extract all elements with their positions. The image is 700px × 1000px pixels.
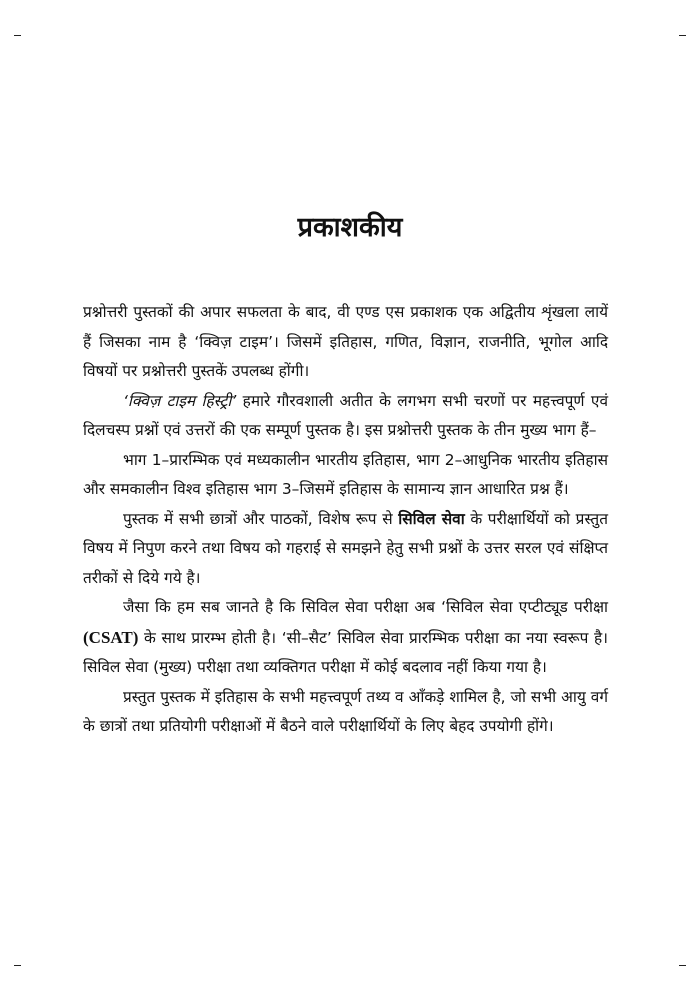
paragraph-purpose-before: पुस्तक में सभी छात्रों और पाठकों, विशेष रूप से bbox=[123, 509, 399, 528]
csat-abbreviation: (CSAT) bbox=[83, 627, 139, 647]
page-title: प्रकाशकीय bbox=[297, 212, 403, 243]
paragraph-csat-after: के साथ प्रारम्भ होती है। ‘सी–सैट’ सिविल सेवा प्रारम्भिक परीक्षा का नया स्वरूप है। सिविल सेवा (मुख्य) परीक्षा तथा व्यक्तिगत परीक्षा में कोई बदलाव नहीं किया गया है। bbox=[83, 628, 608, 676]
crop-mark-top-right bbox=[679, 35, 686, 36]
crop-mark-bottom-right bbox=[679, 965, 686, 966]
paragraph-purpose-after: के परीक्षार्थियों को प्रस्तुत विषय में निपुण करने तथा विषय को गहराई से समझने हेतु सभी प्रश्नों के उत्तर सरल एवं संक्षिप्त तरीकों से दिये गये है। bbox=[83, 509, 608, 587]
civil-services-emphasis: सिविल सेवा bbox=[398, 509, 465, 528]
paragraph-csat-before: जैसा कि हम सब जानते है कि सिविल सेवा परीक्षा अब ‘सिविल सेवा एप्टीट्यूड परीक्षा bbox=[123, 598, 608, 616]
paragraph-closing: प्रस्तुत पुस्तक में इतिहास के सभी महत्त्वपूर्ण तथ्य व आँकड़े शामिल है, जो सभी आयु वर्ग के छात्रों तथा प्रतियोगी परीक्षाओं में बैठने वाले परीक्षार्थियों के लिए बेहद उपयोगी होंगे। bbox=[83, 687, 608, 735]
paragraph-csat bbox=[83, 593, 608, 683]
paragraph-purpose bbox=[83, 505, 608, 594]
crop-mark-top-left bbox=[14, 35, 21, 36]
crop-mark-bottom-left bbox=[14, 965, 21, 966]
paragraph-book-description bbox=[83, 387, 608, 446]
document-body bbox=[83, 298, 608, 742]
book-name: ‘क्विज़ टाइम हिस्ट्री’ bbox=[123, 391, 237, 410]
paragraph-parts: भाग 1–प्रारम्भिक एवं मध्यकालीन भारतीय इतिहास, भाग 2–आधुनिक भारतीय इतिहास और समकालीन विश्व इतिहास भाग 3–जिसमें इतिहास के सामान्य ज्ञान आधारित प्रश्न हैं। bbox=[83, 450, 608, 498]
paragraph-intro: प्रश्नोत्तरी पुस्तकों की अपार सफलता के बाद, वी एण्ड एस प्रकाशक एक अद्वितीय शृंखला लायें हैं जिसका नाम है ‘क्विज़ टाइम’। जिसमें इतिहास, गणित, विज्ञान, राजनीति, भूगोल आदि विषयों पर प्रश्नोत्तरी पुस्तकें उपलब्ध होंगी। bbox=[83, 303, 608, 380]
paragraph-book-description-text: हमारे गौरवशाली अतीत के लगभग सभी चरणों पर महत्त्वपूर्ण एवं दिलचस्प प्रश्नों एवं उत्तरों की एक सम्पूर्ण पुस्तक है। इस प्रश्नोत्तरी पुस्तक के तीन मुख्य भाग हैं– bbox=[83, 391, 609, 439]
